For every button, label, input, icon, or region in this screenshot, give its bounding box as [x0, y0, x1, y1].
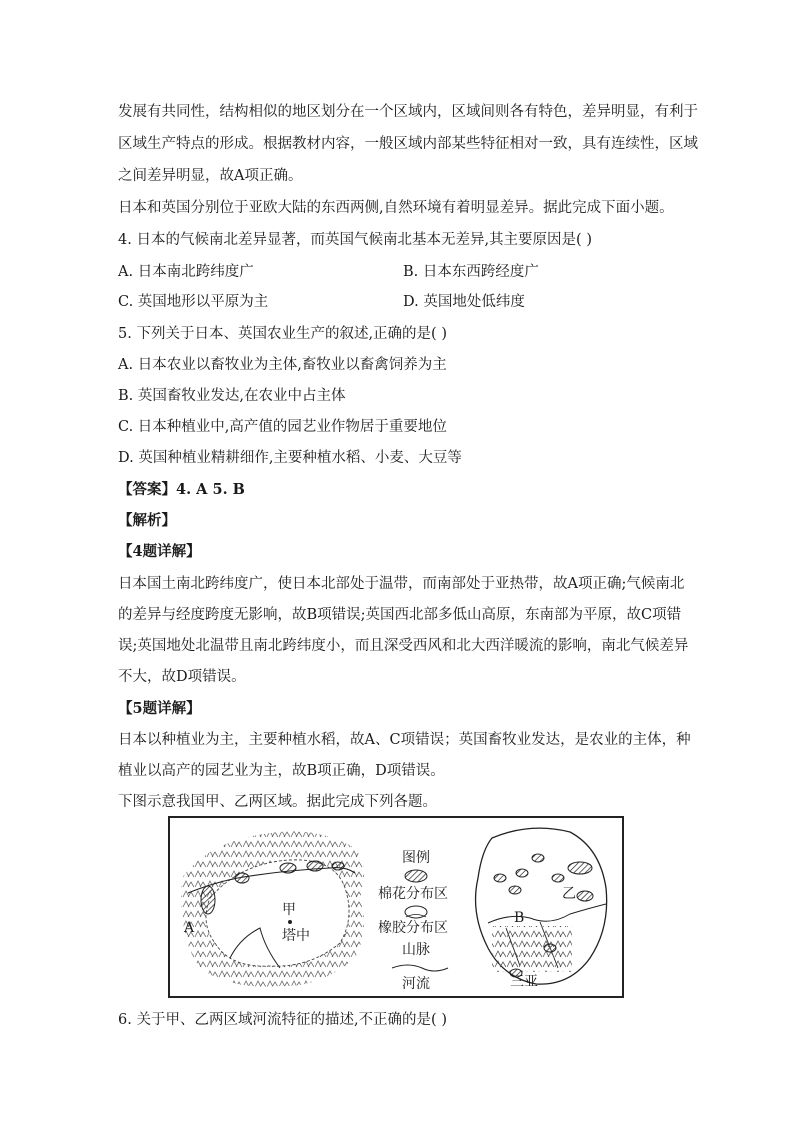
- q5-option-d: D. 英国种植业精耕细作,主要种植水稻、小麦、大豆等: [118, 450, 462, 466]
- q4-option-d: D. 英国地处低纬度: [403, 294, 525, 310]
- q5-detail-line-3: 下图示意我国甲、乙两区域。据此完成下列各题。: [118, 794, 437, 810]
- q5-detail-line-1: 日本以种植业为主，主要种植水稻，故A、C项错误；英国畜牧业发达，是农业的主体，种: [118, 732, 691, 748]
- legend-rubber-label: 橡胶分布区: [378, 920, 448, 936]
- yi-region: [476, 828, 607, 984]
- label-yi: 乙: [562, 886, 576, 902]
- q4-detail-line-3: 误;英国地处北温带且南北跨纬度小，而且深受西风和北大西洋暖流的影响，南北气候差异: [118, 638, 689, 654]
- q4-option-b: B. 日本东西跨经度广: [403, 264, 539, 280]
- label-b: B: [514, 910, 525, 926]
- q5-detail-line-2: 植业以高产的园艺业为主，故B项正确，D项错误。: [118, 763, 445, 779]
- q5-option-a: A. 日本农业以畜牧业为主体,畜牧业以畜禽饲养为主: [118, 357, 447, 373]
- region-map-figure: [168, 816, 624, 998]
- jia-region: [181, 831, 364, 986]
- intro-line-2: 区域生产特点的形成。根据教材内容，一般区域内部某些特征相对一致，具有连续性，区域: [118, 136, 698, 152]
- q5-stem: 5. 下列关于日本、英国农业生产的叙述,正确的是( ): [118, 326, 447, 342]
- label-jia: 甲: [282, 902, 296, 918]
- label-tazhong: 塔中: [282, 928, 310, 944]
- q5-option-b: B. 英国畜牧业发达,在农业中占主体: [118, 388, 346, 404]
- q4-stem: 4. 日本的气候南北差异显著，而英国气候南北基本无差异,其主要原因是( ): [118, 232, 592, 248]
- answer-line: 【答案】4. A 5. B: [118, 481, 245, 498]
- legend-cotton-label: 棉花分布区: [378, 886, 448, 902]
- legend-mountain-label: 山脉: [402, 942, 430, 958]
- q4-detail-line-1: 日本国土南北跨纬度广，使日本北部处于温带，而南部处于亚热带，故A项正确;气候南北: [118, 576, 685, 592]
- intro-line-3: 之间差异明显，故A项正确。: [118, 168, 303, 184]
- q5-detail-title: 【5题详解】: [118, 700, 201, 717]
- q4-detail-line-2: 的差异与经度跨度无影响，故B项错误;英国西北部多低山高原，东南部为平原，故C项错: [118, 607, 682, 623]
- legend-title: 图例: [402, 850, 430, 866]
- q5-option-c: C. 日本种植业中,高产值的园艺业作物居于重要地位: [118, 419, 447, 435]
- q4-detail-line-4: 不大，故D项错误。: [118, 669, 246, 685]
- legend-river-label: 河流: [402, 976, 430, 992]
- q4-option-c: C. 英国地形以平原为主: [118, 294, 269, 310]
- q4-detail-title: 【4题详解】: [118, 543, 201, 560]
- intro-line-4: 日本和英国分别位于亚欧大陆的东西两侧,自然环境有着明显差异。据此完成下面小题。: [118, 200, 674, 216]
- label-sanya: 三亚: [510, 974, 538, 990]
- intro-line-1: 发展有共同性，结构相似的地区划分在一个区域内，区域间则各有特色，差异明显，有利于: [118, 104, 698, 120]
- label-a: A: [184, 920, 195, 936]
- region-map-drawing: [170, 818, 622, 996]
- q6-stem: 6. 关于甲、乙两区域河流特征的描述,不正确的是( ): [118, 1012, 447, 1028]
- q4-option-a: A. 日本南北跨纬度广: [118, 264, 254, 280]
- analysis-title: 【解析】: [118, 512, 176, 529]
